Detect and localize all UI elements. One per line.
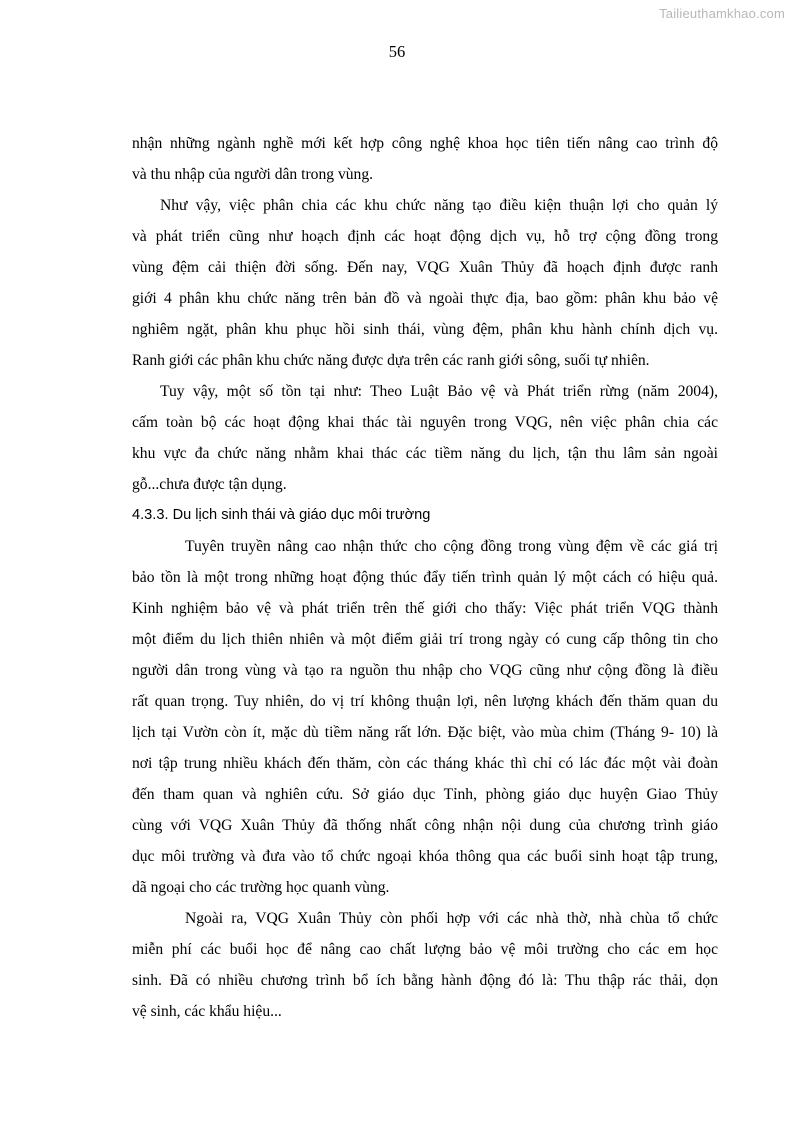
page-number: 56 bbox=[388, 42, 406, 61]
section-heading: 4.3.3. Du lịch sinh thái và giáo dục môi trường bbox=[132, 507, 431, 523]
text-line: cấm toàn bộ các hoạt động khai thác tài nguyên trong VQG, nên việc phân chia các bbox=[132, 414, 718, 431]
text-line: Như vậy, việc phân chia các khu chức năng tạo điều kiện thuận lợi cho quản lý bbox=[160, 197, 718, 214]
paragraph bbox=[132, 376, 718, 500]
text-line: giới 4 phân khu chức năng trên bản đồ và ngoài thực địa, bao gồm: phân khu bảo vệ bbox=[132, 290, 718, 307]
text-line: vùng đệm cải thiện đời sống. Đến nay, VQG Xuân Thủy đã hoạch định được ranh bbox=[132, 259, 718, 276]
text-line: dã ngoại cho các trường học quanh vùng. bbox=[132, 879, 390, 896]
text-line: Tuy vậy, một số tồn tại như: Theo Luật Bảo vệ và Phát triển rừng (năm 2004), bbox=[160, 383, 718, 400]
text-line: nhận những ngành nghề mới kết hợp công nghệ khoa học tiên tiến nâng cao trình độ bbox=[132, 135, 718, 152]
text-line: nghiêm ngặt, phân khu phục hồi sinh thái, vùng đệm, phân khu hành chính dịch vụ. bbox=[132, 321, 718, 338]
text-line: Tuyên truyền nâng cao nhận thức cho cộng đồng trong vùng đệm về các giá trị bbox=[185, 538, 718, 555]
text-line: nơi tập trung nhiều khách đến thăm, còn các tháng khác thì chỉ có lác đác một vài đoàn bbox=[132, 755, 718, 772]
text-line: và phát triển cũng như hoạch định các hoạt động dịch vụ, hỗ trợ cộng đồng trong bbox=[132, 228, 718, 245]
text-line: người dân trong vùng và tạo ra nguồn thu nhập cho VQG cũng như cộng đồng là điều bbox=[132, 662, 718, 679]
text-line: miễn phí các buổi học để nâng cao chất lượng bảo vệ môi trường cho các em học bbox=[132, 941, 718, 958]
text-line: sinh. Đã có nhiều chương trình bổ ích bằng hành động đó là: Thu thập rác thải, dọn bbox=[132, 972, 718, 989]
paragraph bbox=[132, 128, 718, 190]
text-line: Ranh giới các phân khu chức năng được dựa trên các ranh giới sông, suối tự nhiên. bbox=[132, 352, 650, 369]
text-line: Kinh nghiệm bảo vệ và phát triển trên thế giới cho thấy: Việc phát triển VQG thành bbox=[132, 600, 718, 617]
paragraph bbox=[132, 190, 718, 376]
text-line: cùng với VQG Xuân Thủy đã thống nhất công nhận nội dung của chương trình giáo bbox=[132, 817, 718, 834]
text-line: rất quan trọng. Tuy nhiên, do vị trí không thuận lợi, nên lượng khách đến thăm quan du bbox=[132, 693, 718, 710]
text-line: khu vực đa chức năng nhằm khai thác các tiềm năng du lịch, tận thu lâm sản ngoài bbox=[132, 445, 718, 462]
paragraph bbox=[132, 903, 718, 1027]
text-line: lịch tại Vườn còn ít, mặc dù tiềm năng rất lớn. Đặc biệt, vào mùa chim (Tháng 9- 10) là bbox=[132, 724, 718, 741]
paragraph bbox=[132, 531, 718, 903]
text-line: và thu nhập của người dân trong vùng. bbox=[132, 166, 374, 183]
text-line: bảo tồn là một trong những hoạt động thúc đẩy tiến trình quản lý một cách có hiệu quả. bbox=[132, 569, 718, 586]
text-line: dục môi trường và đưa vào tổ chức ngoại khóa thông qua các buổi sinh hoạt tập trung, bbox=[132, 848, 718, 865]
document-body bbox=[132, 128, 718, 1027]
text-line: một điểm du lịch thiên nhiên và một điểm giải trí trong ngày có cung cấp thông tin cho bbox=[132, 631, 718, 648]
text-line: gỗ...chưa được tận dụng. bbox=[132, 476, 287, 493]
text-line: vệ sinh, các khẩu hiệu... bbox=[132, 1003, 282, 1020]
text-line: đến tham quan và nghiên cứu. Sở giáo dục Tỉnh, phòng giáo dục huyện Giao Thủy bbox=[132, 786, 718, 803]
text-line: Ngoài ra, VQG Xuân Thủy còn phối hợp với các nhà thờ, nhà chùa tổ chức bbox=[185, 910, 718, 927]
watermark: Tailieuthamkhao.com bbox=[659, 6, 785, 21]
